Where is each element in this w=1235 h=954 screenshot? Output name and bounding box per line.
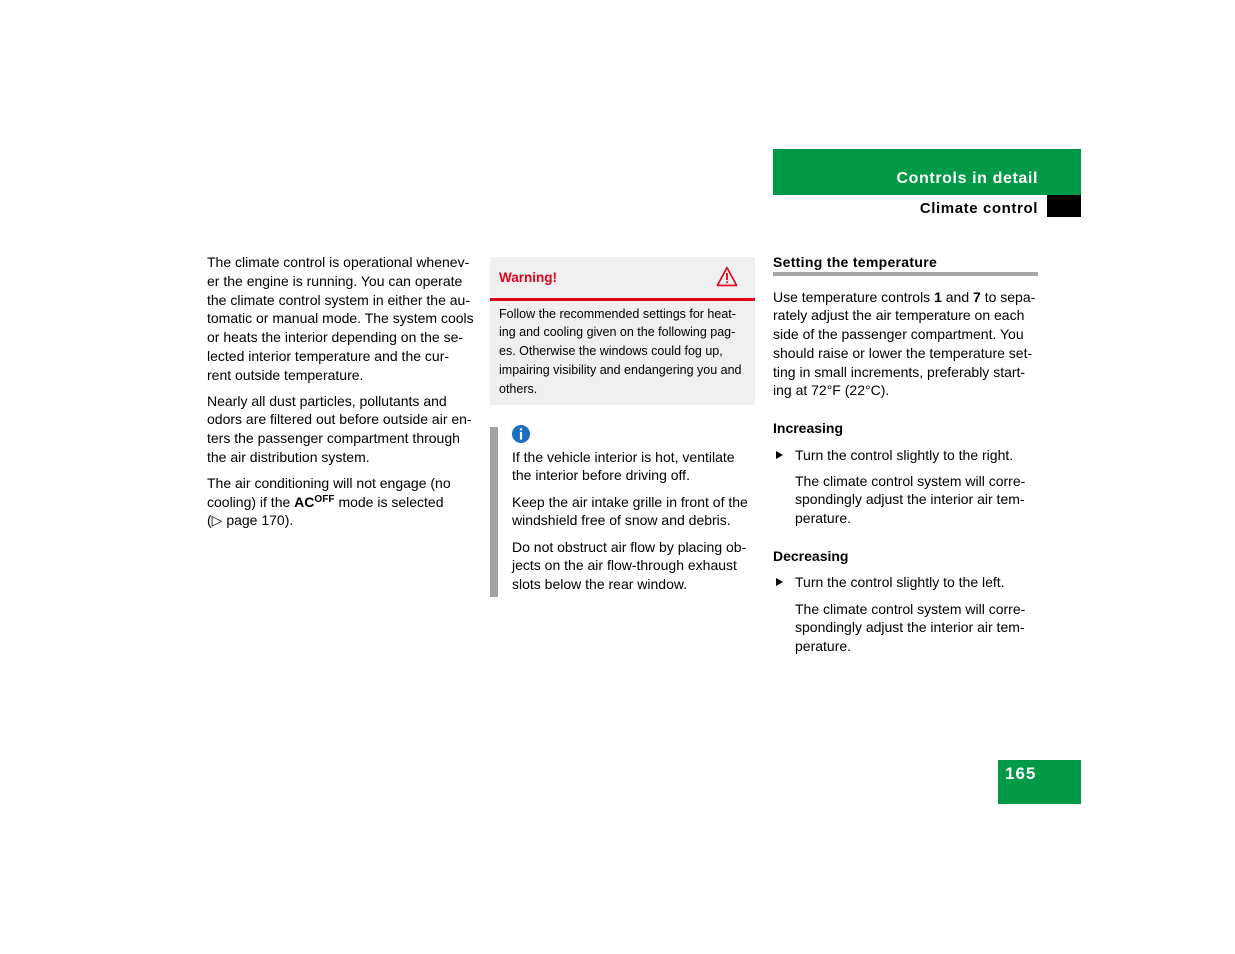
info-notes: [512, 448, 748, 602]
warning-box: [490, 257, 755, 405]
left-column: [207, 253, 474, 537]
ac-note-before: The air conditioning will not engage (no cooling) if the: [207, 474, 451, 510]
ac-mode-label: AC: [294, 493, 315, 510]
info-note-intake-grille: Keep the air intake grille in front of the windshield free of snow and debris.: [512, 493, 748, 529]
filter-paragraph: Nearly all dust particles, pollutants and odors are filtered out before outside air en- ters the passenger compartment through the air distribution system.: [207, 392, 472, 465]
info-note-exhaust-slots: Do not obstruct air flow by placing ob- jects on the air flow-through exhaust slots below the rear window.: [512, 538, 747, 593]
info-note-ventilate: If the vehicle interior is hot, ventilate the interior before driving off.: [512, 448, 735, 484]
control-number-7: 7: [973, 288, 981, 305]
bullet-arrow-icon: [776, 451, 783, 459]
decreasing-heading: Decreasing: [773, 547, 849, 564]
increasing-result: The climate control system will corre- spondingly adjust the interior air tem- perature.: [795, 472, 1026, 527]
info-icon: [512, 425, 530, 443]
setting-temperature-heading: Setting the temperature: [773, 253, 938, 270]
warning-body: Follow the recommended settings for heat- ing and cooling given on the following pag- es. Otherwise the windows could fog up, impairing visibility and endangering you and others.: [499, 306, 742, 396]
page-number: 165: [1005, 764, 1037, 783]
thumb-tab-marker: [1047, 195, 1081, 217]
decreasing-step: Turn the control slightly to the left.: [795, 573, 1005, 590]
warning-triangle-icon: [716, 266, 738, 287]
temperature-intro-paragraph: [773, 288, 1035, 401]
ac-off-paragraph: [207, 474, 474, 530]
ac-mode-off-superscript: OFF: [314, 493, 335, 505]
intro-text-3: to sepa- rately adjust the air temperature on each side of the passenger compartment. You should raise or lower the temperature set- ting in small increments, preferably start- ing at 72°F (22°C).: [773, 288, 1036, 399]
info-side-bar: [490, 427, 498, 597]
intro-text-2: and: [941, 288, 974, 305]
intro-text-1: Use temperature controls: [773, 288, 935, 305]
subsection-title: Climate control: [919, 200, 1038, 217]
increasing-heading: Increasing: [773, 419, 844, 436]
warning-title: Warning!: [499, 270, 557, 285]
section-title: Controls in detail: [896, 170, 1038, 187]
intro-paragraph: The climate control is operational whenev- er the engine is running. You can operate the climate control system in either the au- tomatic or manual mode. The system cools or heats the interior depending on the se- lected interior temperature and the cur- rent outside temperature.: [207, 254, 474, 383]
control-number-1: 1: [934, 288, 942, 305]
heading-underline: [773, 272, 1038, 276]
bullet-arrow-icon: [776, 578, 783, 586]
ac-note-after: mode is selected (▷ page 170).: [207, 493, 444, 529]
warning-header: [490, 257, 755, 301]
increasing-step: Turn the control slightly to the right.: [795, 446, 1014, 463]
decreasing-result: The climate control system will corre- spondingly adjust the interior air tem- perature.: [795, 600, 1026, 655]
